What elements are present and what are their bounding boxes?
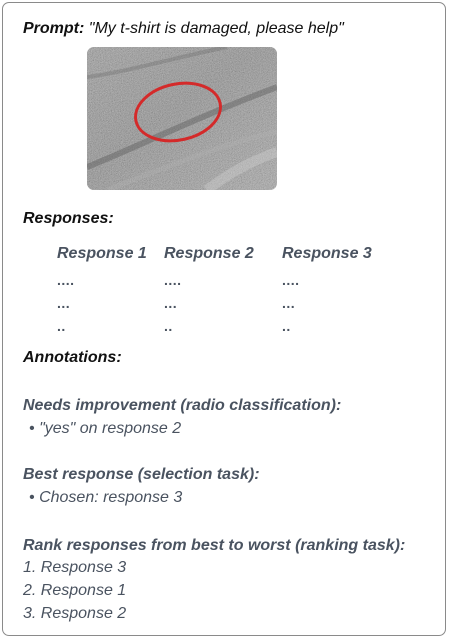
bullet-icon: • bbox=[29, 489, 35, 506]
rank-number: 3. bbox=[23, 605, 37, 622]
response-1-line-2: ... bbox=[57, 295, 71, 311]
prompt-text: "My t-shirt is damaged, please help" bbox=[88, 20, 344, 37]
best-response-title: Best response (selection task): bbox=[23, 466, 260, 483]
prompt-line bbox=[23, 20, 344, 38]
response-2-header: Response 2 bbox=[164, 245, 254, 262]
needs-improvement-item-text: "yes" on response 2 bbox=[39, 420, 182, 437]
needs-improvement-title: Needs improvement (radio classification): bbox=[23, 397, 342, 414]
ranking-title: Rank responses from best to worst (ranking task): bbox=[23, 537, 406, 554]
response-3-line-1: .... bbox=[282, 272, 300, 288]
bullet-icon: • bbox=[29, 420, 35, 437]
annotations-heading: Annotations: bbox=[23, 349, 122, 366]
ranking-item-3 bbox=[23, 605, 126, 623]
response-3-header: Response 3 bbox=[282, 245, 372, 262]
rank-number: 1. bbox=[23, 559, 37, 576]
ranking-item-3-text: Response 2 bbox=[40, 605, 127, 622]
response-3-line-3: .. bbox=[282, 318, 291, 334]
response-1-header: Response 1 bbox=[57, 245, 147, 262]
response-2-line-3: .. bbox=[164, 318, 173, 334]
response-2-line-1: .... bbox=[164, 272, 182, 288]
damaged-fabric-photo bbox=[87, 47, 277, 190]
response-3-line-2: ... bbox=[282, 295, 296, 311]
response-1-line-3: .. bbox=[57, 318, 66, 334]
best-response-item bbox=[29, 489, 182, 507]
rank-number: 2. bbox=[23, 582, 37, 599]
ranking-item-1 bbox=[23, 559, 126, 577]
ranking-item-2 bbox=[23, 582, 126, 600]
response-1-line-1: .... bbox=[57, 272, 75, 288]
ranking-item-1-text: Response 3 bbox=[40, 559, 127, 576]
ranking-item-2-text: Response 1 bbox=[40, 582, 127, 599]
responses-heading: Responses: bbox=[23, 210, 114, 227]
response-2-line-2: ... bbox=[164, 295, 178, 311]
prompt-label: Prompt: bbox=[23, 20, 85, 37]
needs-improvement-item bbox=[29, 420, 181, 438]
best-response-item-text: Chosen: response 3 bbox=[39, 489, 183, 506]
